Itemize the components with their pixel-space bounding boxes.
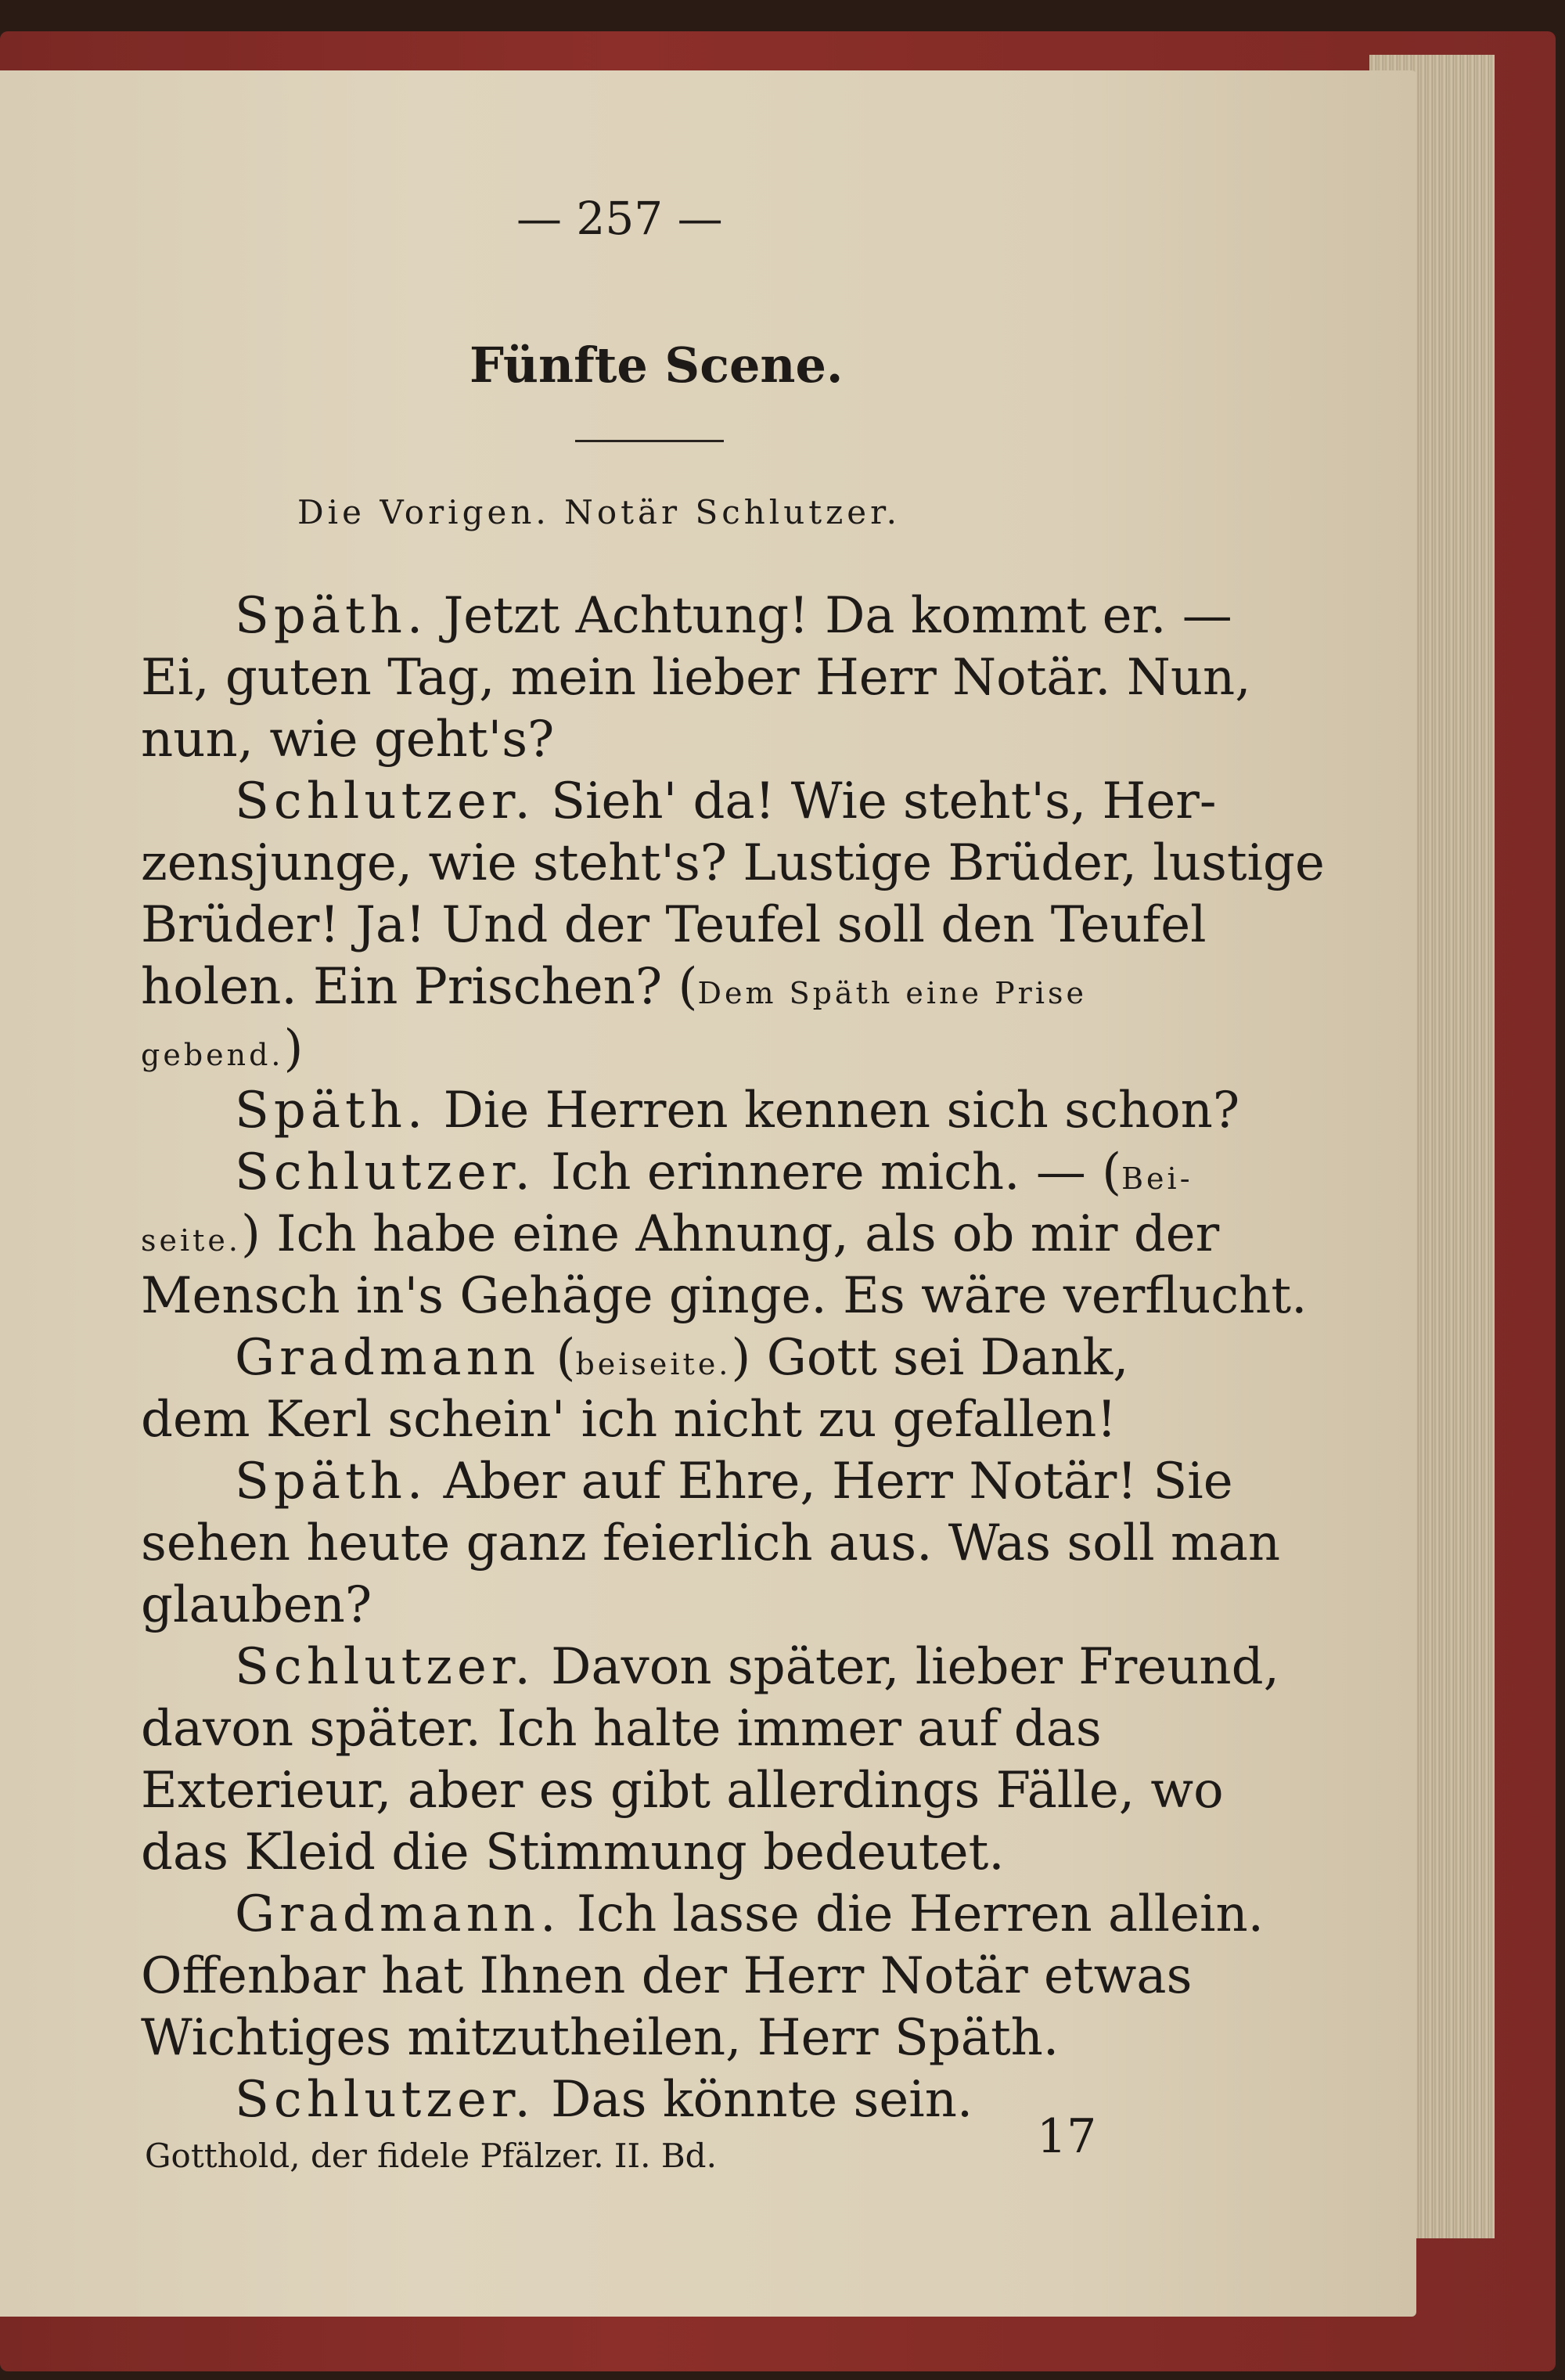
line-text: Ich lasse die Herren allein. — [560, 1885, 1264, 1943]
line-text: ) Ich habe eine Ahnung, als ob mir der — [240, 1205, 1220, 1263]
line-text: Die Herren kennen sich schon? — [427, 1082, 1240, 1140]
line-text: holen. Ein Prischen? ( — [141, 958, 698, 1016]
line-text: nun, wie geht's? — [141, 711, 555, 769]
speaker-name: Schlutzer. — [235, 2071, 535, 2129]
line-text: Mensch in's Gehäge ginge. Es wäre verflucht. — [141, 1267, 1308, 1325]
text-line — [235, 1143, 1193, 1201]
line-text: dem Kerl schein' ich nicht zu gefallen! — [141, 1391, 1117, 1449]
text-line — [235, 1638, 1279, 1696]
line-text: Davon später, lieber Freund, — [534, 1638, 1279, 1696]
page-number-header: — 257 — — [516, 192, 723, 245]
text-line — [235, 1885, 1264, 1943]
line-text: Ich erinnere mich. — ( — [534, 1143, 1122, 1201]
speaker-name: Gradmann. — [235, 1885, 561, 1943]
cast-line: Die Vorigen. Notär Schlutzer. — [297, 493, 901, 531]
text-line — [141, 1947, 1192, 2005]
line-text: Exterieur, aber es gibt allerdings Fälle, wo — [141, 1762, 1224, 1820]
text-line — [141, 1824, 1005, 1881]
speaker-name: Späth. — [235, 587, 428, 645]
text-line — [235, 1329, 1128, 1387]
text-line — [141, 1514, 1280, 1572]
speaker-name: Gradmann — [235, 1329, 541, 1387]
text-line — [141, 1267, 1307, 1325]
text-line — [141, 834, 1325, 892]
stage-direction: Bei- — [1121, 1161, 1193, 1196]
line-text: Jetzt Achtung! Da kommt er. — — [427, 587, 1232, 645]
speaker-name: Späth. — [235, 1082, 428, 1140]
line-text: Offenbar hat Ihnen der Herr Notär etwas — [141, 1947, 1193, 2005]
line-text: sehen heute ganz feierlich aus. Was soll man — [141, 1514, 1281, 1572]
line-text: das Kleid die Stimmung bedeutet. — [141, 1824, 1005, 1881]
signature-number: 17 — [1037, 2109, 1097, 2164]
speaker-name: Schlutzer. — [235, 1143, 535, 1201]
line-text: Das könnte sein. — [534, 2071, 973, 2129]
footer-signature: Gotthold, der fidele Pfälzer. II. Bd. — [145, 2137, 717, 2175]
line-text: ) Gott sei Dank, — [731, 1329, 1129, 1387]
speaker-name: Späth. — [235, 1453, 428, 1510]
text-line — [141, 1020, 303, 1078]
stage-direction: seite. — [141, 1223, 241, 1258]
speaker-name: Schlutzer. — [235, 772, 535, 830]
line-text: zensjunge, wie steht's? Lustige Brüder, lustige — [141, 834, 1325, 892]
line-text: Wichtiges mitzutheilen, Herr Späth. — [141, 2009, 1060, 2067]
line-text: glauben? — [141, 1576, 372, 1634]
text-line — [235, 772, 1216, 830]
text-line — [235, 1082, 1239, 1140]
line-text: ( — [540, 1329, 576, 1387]
text-line — [141, 649, 1251, 707]
stage-direction: Dem Späth eine Prise — [697, 976, 1087, 1010]
line-text: Brüder! Ja! Und der Teufel soll den Teufel — [141, 896, 1207, 954]
text-line — [141, 1700, 1102, 1758]
title-divider — [575, 440, 724, 442]
text-line — [141, 896, 1207, 954]
text-line — [235, 587, 1232, 645]
scene-title: Fünfte Scene. — [470, 337, 844, 394]
text-line — [141, 1576, 372, 1634]
text-line — [141, 711, 554, 769]
text-line — [235, 2071, 973, 2129]
text-line — [141, 1205, 1219, 1263]
line-text: Sieh' da! Wie steht's, Her- — [534, 772, 1217, 830]
line-text: ) — [283, 1020, 304, 1078]
line-text: Aber auf Ehre, Herr Notär! Sie — [427, 1453, 1233, 1510]
line-text: Ei, guten Tag, mein lieber Herr Notär. Nun, — [141, 649, 1251, 707]
speaker-name: Schlutzer. — [235, 1638, 535, 1696]
stage-direction: beiseite. — [575, 1347, 732, 1381]
text-line — [141, 1391, 1117, 1449]
stage-direction: gebend. — [141, 1038, 284, 1072]
text-line — [141, 1762, 1224, 1820]
text-line — [141, 958, 1087, 1016]
text-line — [235, 1453, 1233, 1510]
line-text: davon später. Ich halte immer auf das — [141, 1700, 1102, 1758]
text-line — [141, 2009, 1059, 2067]
